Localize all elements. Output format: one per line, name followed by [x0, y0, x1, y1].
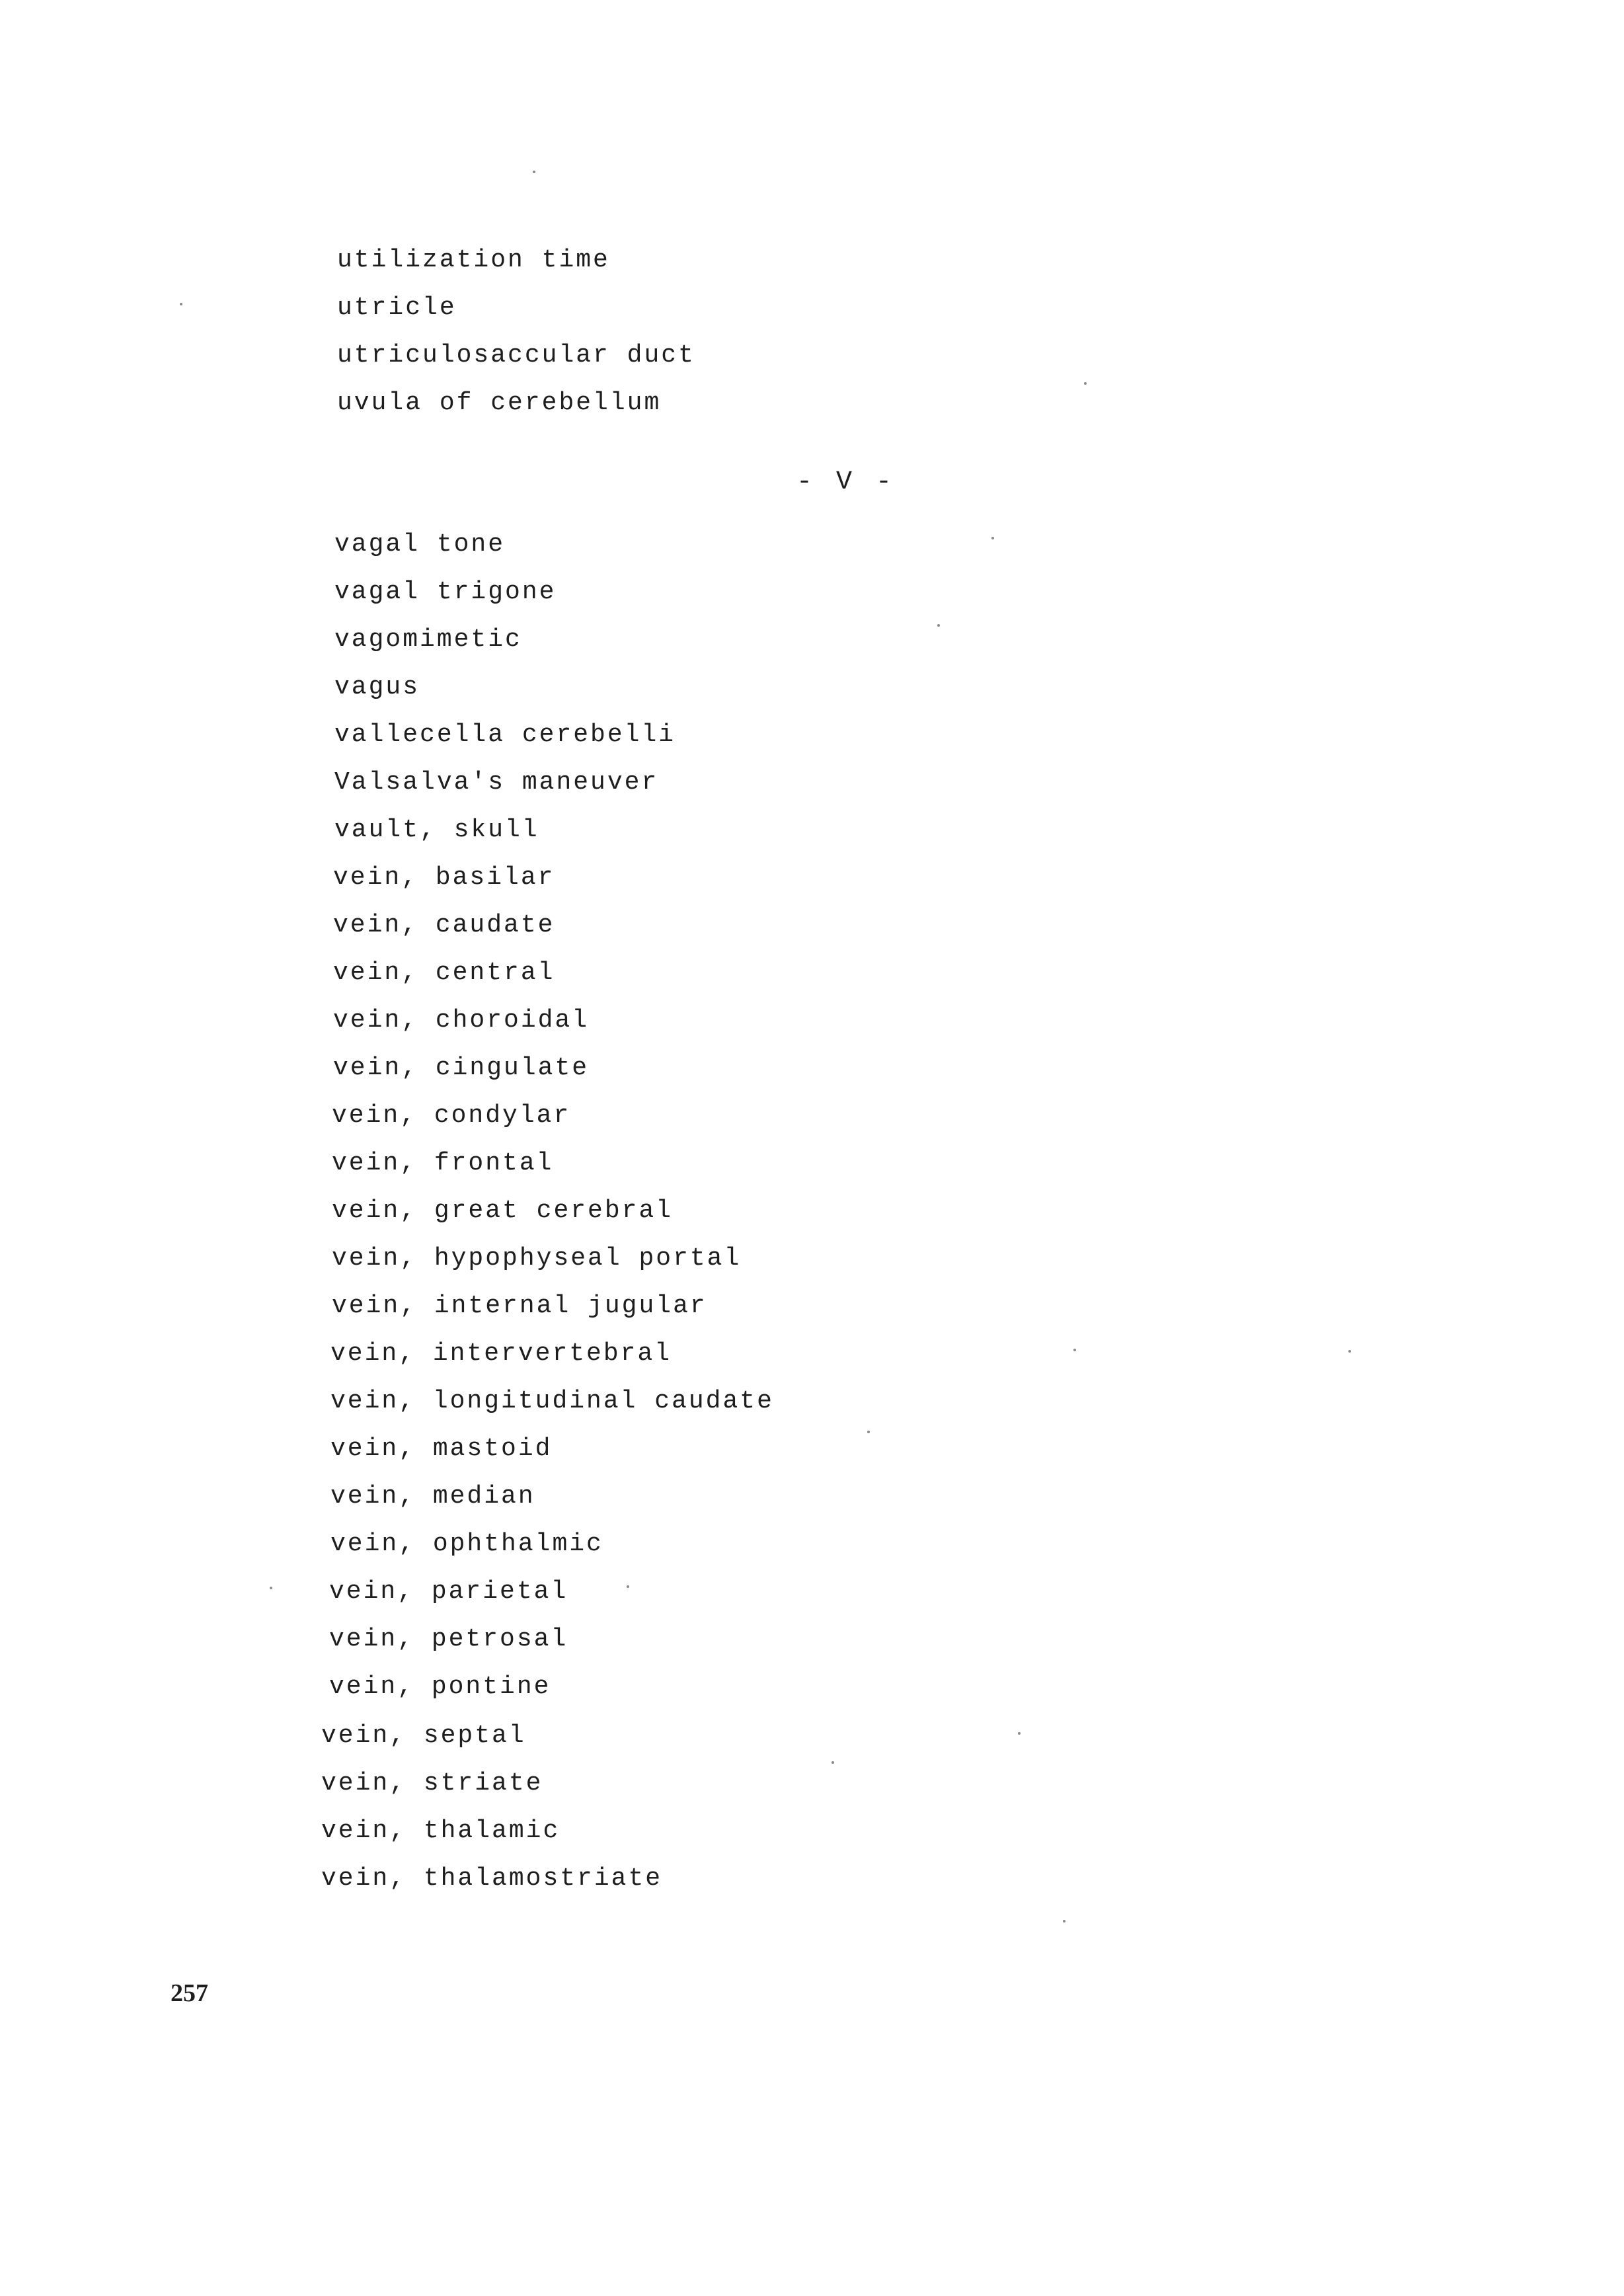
english-term: utricle [337, 294, 457, 322]
scan-speck [270, 1587, 272, 1589]
english-term: vein, parietal [329, 1577, 568, 1606]
english-term: utilization time [337, 246, 610, 274]
english-term: vein, choroidal [333, 1006, 590, 1035]
english-term: vein, longitudinal caudate [330, 1387, 774, 1415]
page-number: 257 [171, 1979, 208, 2007]
scan-speck [180, 303, 182, 305]
english-term: vagal trigone [334, 578, 557, 606]
english-term: vagus [334, 673, 420, 701]
scan-speck [1063, 1920, 1065, 1922]
scan-speck [867, 1431, 870, 1433]
english-term: vault, skull [334, 816, 539, 844]
english-term: vein, great cerebral [332, 1197, 674, 1225]
english-term: Valsalva's maneuver [334, 768, 659, 797]
english-term: vallecella cerebelli [334, 721, 676, 749]
english-term: vein, basilar [333, 863, 555, 892]
english-term: vein, petrosal [329, 1625, 568, 1653]
english-term: vein, thalamostriate [321, 1864, 663, 1893]
english-term: vein, median [330, 1482, 535, 1511]
english-term: vagomimetic [334, 625, 522, 654]
english-term: utriculosaccular duct [337, 341, 695, 370]
scan-speck [533, 171, 535, 173]
english-term: vein, internal jugular [332, 1292, 707, 1320]
english-term: vein, septal [321, 1722, 526, 1750]
english-term: vein, thalamic [321, 1817, 561, 1845]
scan-speck [831, 1761, 834, 1764]
english-term: vein, condylar [332, 1101, 571, 1130]
english-term: vein, frontal [332, 1149, 554, 1177]
english-term: vein, pontine [329, 1673, 551, 1701]
english-term: vein, hypophyseal portal [332, 1244, 742, 1273]
english-term: vein, striate [321, 1769, 543, 1798]
english-term: vein, caudate [333, 911, 555, 939]
scan-speck [991, 537, 994, 539]
english-term: vein, ophthalmic [330, 1530, 603, 1558]
english-term: vein, intervertebral [330, 1339, 672, 1368]
scan-speck [937, 624, 940, 627]
scan-speck [1084, 382, 1087, 385]
english-term: uvula of cerebellum [337, 389, 662, 417]
english-term: vagal tone [334, 530, 506, 559]
scan-speck [1073, 1349, 1076, 1351]
section-heading: - V - [796, 467, 896, 497]
english-term: vein, cingulate [333, 1054, 590, 1082]
scan-speck [1348, 1350, 1351, 1353]
scan-speck [627, 1585, 629, 1588]
scan-speck [1018, 1732, 1021, 1735]
english-term: vein, mastoid [330, 1435, 553, 1463]
english-term: vein, central [333, 959, 555, 987]
